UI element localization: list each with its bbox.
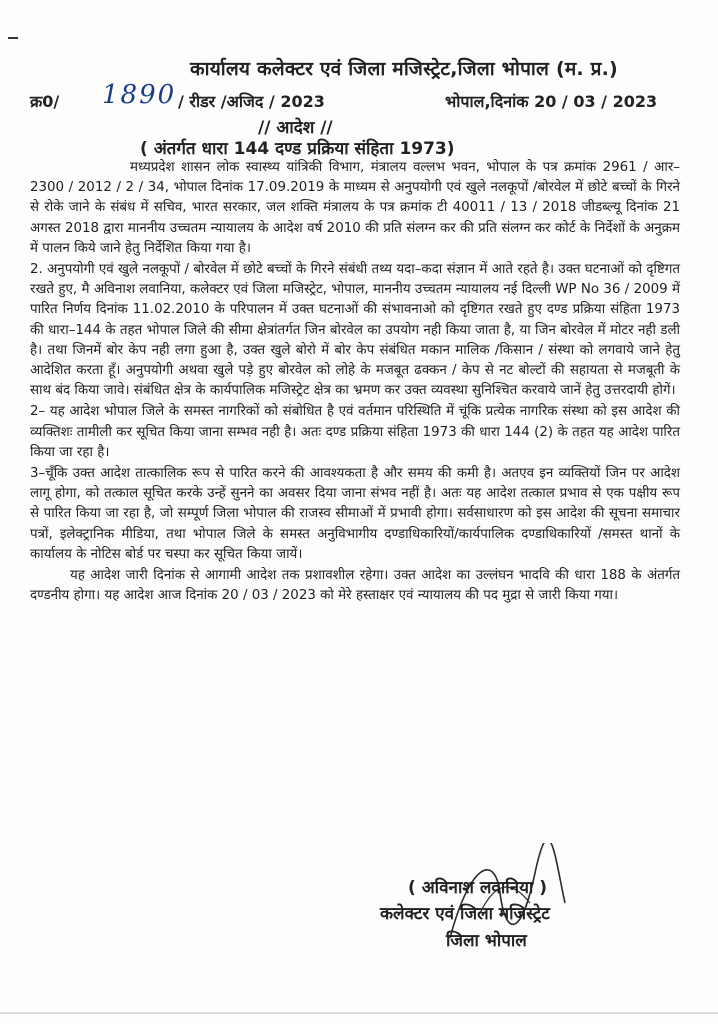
section-heading: ( अंतर्गत धारा 144 दण्ड प्रक्रिया संहिता 1973) [140,139,455,159]
signatory-name: ( अविनाश लवानिया ) [408,878,548,898]
paragraph-3: 2– यह आदेश भोपाल जिले के समस्त नागरिकों को संबोधित है एवं वर्तमान परिस्थिति में चूंकि प्रत्येक नागरिक संस्था को इस आदेश की व्यक्तिशः तामीली कर सूचित किया जाना सम्भव नही है। अतः दण्ड प्रक्रिया संहिता 1973 की धारा 144 (2) के तहत यह आदेश पारित किया जा रहा है। [30,404,680,460]
office-title: कार्यालय कलेक्टर एवं जिला मजिस्ट्रेट,जिला भोपाल (म. प्र.) [190,58,618,80]
signatory-designation: कलेक्टर एवं जिला मजिस्ट्रेट [380,904,550,924]
ref-prefix: क्र0/ [30,92,60,111]
ref-rest: / रीडर /अजिद / 2023 [178,92,325,111]
paragraph-5: यह आदेश जारी दिनांक से आगामी आदेश तक प्रशावशील रहेगा। उक्त आदेश का उल्लंघन भादवि की धारा 188 के अंतर्गत दण्डनीय होगा। यह आदेश आज दिनांक 20 / 03 / 2023 को मेरे हस्ताक्षर एवं न्यायालय की पद मुद्रा से जारी किया गया। [30,568,680,604]
paragraph-2: 2. अनुपयोगी एवं खुले नलकूपों / बोरवेल में छोटे बच्चों के गिरने संबंधी तथ्य यदा–कदा संज्ञान में आते रहते है। उक्त घटनाओं को दृष्टिगत रखते हुए, मै अविनाश लवानिया, कलेक्टर एवं जिला मजिस्ट्रेट, भोपाल, माननीय उच्चतम न्यायालय नई दिल्ली WP No 36 / 2009 में पारित निर्णय दिनांक 11.02.2010 के परिपालन में उक्त घटनाओं की संभावनाओ को दृष्टिगत रखते हुए दण्ड प्रक्रिया संहिता 1973 की धारा–144 के तहत भोपाल जिले की सीमा क्षेत्रांतर्गत जिन बोरवेल का उपयोग नही किया जाता है, या जिन बोरवेल में मोटर नही डली है। तथा जिनमें बोर केप नही लगा हुआ है, उक्त खुले बोरो में बोर केप संबंधित मकान मालिक /किसान / संस्था को लगवाये जाने हेतु आदेशित करता हूँ। अनुपयोगी अथवा खुले पड़े हुए बोरवेल को लोहे के मजबूत ढक्कन / केप से नट बोल्टों की सहायता से मजबूती के साथ बंद किया जावे। संबंधित क्षेत्र के कार्यपालिक मजिस्ट्रेट क्षेत्र का भ्रमण कर उक्त व्यवस्था सुनिश्चित करवाये जानें हेतु उत्तरदायी होगें। [30,262,680,399]
paragraph-1: मध्यप्रदेश शासन लोक स्वास्थ्य यांत्रिकी विभाग, मंत्रालय वल्लभ भवन, भोपाल के पत्र क्रमांक 2961 / आर–2300 / 2012 / 2 / 34, भोपाल दिनांक 17.09.2019 के माध्यम से अनुपयोगी एवं खुले नलकूपों /बोरवेल में छोटे बच्चों के गिरने से रोके जाने के संबंध में सचिव, भारत सरकार, जल शक्ति मंत्रालय के पत्र क्रमांक टी 40011 / 13 / 2018 जीडब्ल्यू दिनांक 21 अगस्त 2018 द्वारा माननीय उच्चतम न्यायालय के आदेश वर्ष 2010 की प्रति संलग्न कर की प्रति संलग्न कर कोर्ट के निर्देशों के अनुक्रम में पालन किये जाने हेतु निर्देशित किया गया है। [30,160,680,256]
place-date: भोपाल,दिनांक 20 / 03 / 2023 [445,92,658,111]
signatory-place: जिला भोपाल [446,931,527,951]
page-edge [0,1012,718,1014]
reference-line [30,80,710,116]
page-mark [8,37,18,39]
order-heading: // आदेश // [258,118,333,138]
ref-number-handwritten: 1890 [102,80,177,110]
paragraph-4: 3–चूँकि उक्त आदेश तात्कालिक रूप से पारित करने की आवश्यकता है और समय की कमी है। अतएव इन व्यक्तियों जिन पर आदेश लागू होगा, को तत्काल सूचित करके उन्हें सुनने का अवसर दिया जाना संभव नहीं है। अतः यह आदेश तत्काल प्रभाव से एक पक्षीय रूप से पारित किया जा रहा है, जो सम्पूर्ण जिला भोपाल की राजस्व सीमाओं में प्रभावी होगा। सर्वसाधारण को इस आदेश की सूचना समाचार पत्रों, इलेक्ट्रानिक मीडिया, तथा भोपाल जिले के समस्त अनुविभागीय दण्डाधिकारियों/कार्यपालिक दण्डाधिकारियों /समस्त थानों के कार्यालय के नोटिस बोर्ड पर चस्पा कर सूचित किया जायें। [30,466,680,562]
order-body [30,158,680,607]
